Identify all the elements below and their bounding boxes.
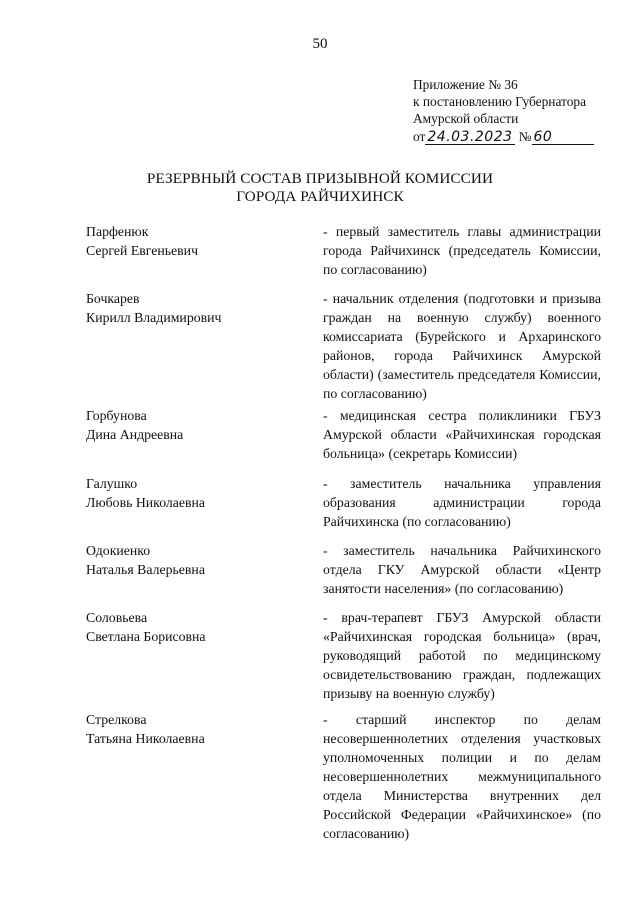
appendix-reference: к постановлению Губернатора <box>413 94 587 110</box>
member-given-names: Татьяна Николаевна <box>86 731 205 746</box>
handwritten-number: 60 <box>532 130 594 145</box>
appendix-date-line <box>413 128 623 145</box>
member-given-names: Кирилл Владимирович <box>86 310 222 325</box>
appendix-block <box>413 76 623 145</box>
member-surname: Галушко <box>86 476 138 491</box>
member-surname: Одокиенко <box>86 543 151 558</box>
member-role: - заместитель начальника управления образования администрации города Райчихинска (по согласованию) <box>323 476 601 529</box>
member-given-names: Любовь Николаевна <box>86 495 206 510</box>
member-name <box>86 541 286 579</box>
member-surname: Соловьева <box>86 610 148 625</box>
member-name <box>86 289 286 327</box>
member-surname: Бочкарев <box>86 291 140 306</box>
member-given-names: Дина Андреевна <box>86 427 184 442</box>
member-name <box>86 222 286 260</box>
appendix-title: Приложение № 36 <box>413 77 518 92</box>
page-number: 50 <box>312 36 328 52</box>
number-prefix: № <box>518 128 532 144</box>
member-surname: Горбунова <box>86 408 147 423</box>
document-title <box>0 170 640 206</box>
member-role: - медицинская сестра поликлиники ГБУЗ Амурской области «Райчихинская городская больница» (секретарь Комиссии) <box>323 408 601 461</box>
member-name <box>86 406 286 444</box>
member-surname: Парфенюк <box>86 224 149 239</box>
member-given-names: Сергей Евгеньевич <box>86 243 199 258</box>
member-role: - старший инспектор по делам несовершеннолетних отделения участковых уполномоченных полиции и по делам несовершеннолетних межмуниципального отдела Министерства внутренних дел Российской Федерации «Райчихинское» (по согласованию) <box>323 712 601 841</box>
member-role: - заместитель начальника Райчихинского отдела ГКУ Амурской области «Центр занятости населения» (по согласованию) <box>323 543 601 596</box>
title-line-2: ГОРОДА РАЙЧИХИНСК <box>236 188 404 205</box>
title-line-1: РЕЗЕРВНЫЙ СОСТАВ ПРИЗЫВНОЙ КОМИССИИ <box>146 170 494 187</box>
member-name <box>86 608 286 646</box>
member-role: - врач-терапевт ГБУЗ Амурской области «Райчихинская городская больница» (врач, руководящий работой по медицинскому освидетельствованию граждан, подлежащих призыву на военную службу) <box>323 610 601 701</box>
member-role: - первый заместитель главы администрации города Райчихинск (председатель Комиссии, по согласованию) <box>323 224 601 277</box>
handwritten-date: 24.03.2023 <box>425 130 515 145</box>
member-name <box>86 710 286 748</box>
appendix-region: Амурской области <box>413 111 519 127</box>
member-given-names: Наталья Валерьевна <box>86 562 205 577</box>
member-surname: Стрелкова <box>86 712 147 727</box>
member-given-names: Светлана Борисовна <box>86 629 206 644</box>
members-list <box>0 222 640 882</box>
member-name <box>86 474 286 512</box>
member-role: - начальник отделения (подготовки и призыва граждан на военную службу) военного комиссариата (Бурейского и Архаринского районов, города Райчихинск Амурской области) (заместитель председателя Комиссии, по согласованию) <box>323 291 601 401</box>
date-prefix: от <box>413 128 426 144</box>
